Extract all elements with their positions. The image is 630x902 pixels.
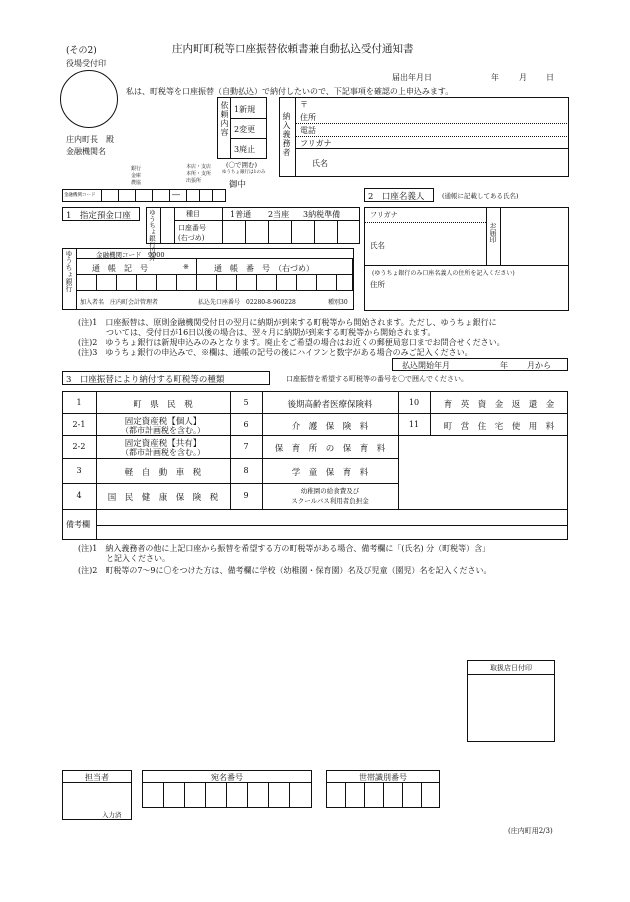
tax-no-6[interactable]: 6 [243,420,249,429]
tax-name-6: 介 護 保 険 料 [291,422,369,432]
request-option-change[interactable]: 2変更 [234,125,256,134]
request-option-cancel[interactable]: 3廃止 [234,145,256,154]
start-year: 年 [500,361,508,370]
entered-label: 入力済 [102,811,122,819]
note-bottom-1: (注)1 納入義務者の他に上記口座から振替を希望する方の町税等がある場合、備考欄に「(氏名) 分（町税等）含」 [78,544,491,553]
seal-label: お届印 [489,222,497,243]
taxpayer-label: 納入義務者 [282,112,291,157]
tax-no-2-1[interactable]: 2-1 [72,420,86,429]
holder-address-note: (ゆうちょ銀行のみ口座名義人の住所を記入ください) [372,270,515,277]
section1-title: 1 指定預金口座 [66,211,131,221]
request-option-new[interactable]: 1新規 [234,105,256,114]
start-from: 月から [527,361,551,370]
address-number-label: 宛名番号 [211,773,243,782]
section3-note: 口座振替を希望する町税等の番号を〇で囲んでください。 [286,375,468,383]
kind-tax-reserve[interactable]: 3納税準備 [303,210,341,219]
tax-name-3: 軽 自 動 車 税 [124,468,202,478]
account-type: 種別30 [328,299,348,306]
form-title: 庄内町町税等口座振替依頼書兼自動払込受付通知書 [172,43,414,55]
intro-text: 私は、町税等を口座振替（自動払込）で納付したいので、下記事項を確認の上申込みます。 [126,87,454,96]
holder-address-label: 住所 [370,280,385,289]
account-number-label: 口座番号 [178,224,206,232]
form-part: (その2) [66,46,97,56]
phone-label: 電話 [300,126,316,135]
remarks-input[interactable] [100,513,560,537]
asterisk-mark: ※ [183,263,189,271]
address-label: 住所 [300,113,316,122]
onchu-label: 御中 [229,180,247,190]
note-top-3: (注)3 ゆうちょ銀行の申込みで、※欄は、通帳の記号の後にハイフンと数字がある場合のみご記入ください。 [78,348,473,357]
holder-furigana-label: フリガナ [370,211,398,219]
pay-to-account: 払込先口座番号 02280-8-960228 [198,299,296,306]
household-number-label: 世帯識別番号 [359,773,407,782]
tax-no-7[interactable]: 7 [243,442,249,451]
tax-name-2-2: 固定資産税【共有】 [124,439,202,449]
start-month-label: 払込開始年月 [402,361,450,370]
passbook-number-label: 通 帳 番 号 （右づめ） [214,264,314,273]
tax-no-1[interactable]: 1 [76,398,82,407]
office-stamp-circle [60,70,118,128]
postal-mark: 〒 [300,100,308,109]
office-stamp-label: 役場受付印 [66,59,106,68]
tax-no-8[interactable]: 8 [243,466,249,475]
section3-title: 3 口座振替により納付する町税等の種類 [66,375,225,385]
tax-name-5: 後期高齢者医療保険料 [287,400,373,410]
tax-name-8: 学 童 保 育 料 [291,468,369,478]
member-name: 加入者名 庄内町会計管理者 [80,299,159,306]
bank-code-label: 金融機関コード [64,193,96,198]
handling-stamp-label: 取扱店日付印 [490,664,532,672]
furigana-label: フリガナ [300,139,332,148]
tax-no-11[interactable]: 11 [408,420,420,429]
bank-name-label: 金融機関名 [66,147,106,156]
circle-note: (〇で囲む) [226,161,258,169]
tax-name-2-1: 固定資産税【個人】 [124,417,202,427]
holder-note: (通帳に記載してある氏名) [442,192,519,200]
bank-kinds: 銀行 金庫 農協 [131,166,142,186]
yucho-label: ゆうちょ銀行 [65,250,73,292]
tax-no-4[interactable]: 4 [76,491,82,500]
tax-name-7: 保 育 所 の 保 育 料 [274,444,386,454]
tax-no-2-2[interactable]: 2-2 [72,442,86,451]
remarks-label: 備考欄 [66,520,90,529]
note-bottom-2: (注)2 町税等の7～9に〇をつけた方は、備考欄に学校（幼稚園・保育園）名及び児童（園児）名を記入ください。 [78,566,492,575]
date-label: 届出年月日 [392,73,432,82]
kind-label: 種目 [186,210,200,218]
note-bottom-1b: と記入ください。 [106,554,170,563]
section2-title: 2 口座名義人 [368,192,425,202]
note-top-1: (注)1 口座振替は、原則金融機関受付日の翌月に納期が到来する町税等から開始されます。ただし、ゆうちょ銀行に [78,318,497,327]
form-id: (庄内町用2/3) [508,827,553,835]
outside-yucho-label: ゆうちょ銀行以外 [148,209,156,261]
date-day: 日 [546,73,554,82]
note-top-2: (注)2 ゆうちょ銀行は新規申込みのみとなります。廃止をご希望の場合はお近くの郵便局窓口までお問合せください。 [78,338,505,347]
passbook-symbol-label: 通 帳 記 号 [92,264,148,273]
taxpayer-name-label: 氏名 [312,159,328,168]
request-label: 依頼内容 [220,101,229,137]
tax-sub-9: スクールバス利用者負担金 [291,497,369,505]
tax-name-11: 町 営 住 宅 使 用 料 [443,422,555,432]
yucho-only-note: ゆうちょ銀行は1のみ [222,170,266,175]
tax-name-10: 育 英 資 金 返 還 金 [443,400,555,410]
branch-kinds: 本店・支店 本所・支所 出張所 [186,164,212,184]
tax-no-3[interactable]: 3 [76,466,82,475]
date-year: 年 [491,73,499,82]
tax-no-10[interactable]: 10 [408,398,420,407]
mayor-label: 庄内町長 殿 [66,135,114,144]
note-top-1b: ついては、受付日が16日以後の場合は、翌々月に納期が到来する町税等から開始されます。 [106,328,436,337]
tax-sub-2-2: （都市計画税を含む。） [121,448,205,457]
tax-name-4: 国 民 健 康 保 険 税 [107,493,219,503]
kind-current[interactable]: 2当座 [268,210,290,219]
tax-name-9: 幼稚園の給食費及び [300,487,360,495]
kind-ordinary[interactable]: 1普通 [230,210,252,219]
tax-no-5[interactable]: 5 [243,398,249,407]
staff-label: 担当者 [85,773,109,782]
holder-name-label: 氏名 [370,241,385,250]
date-month: 月 [519,73,527,82]
right-align-note: (右づめ) [178,234,205,242]
tax-name-1: 町 県 民 税 [133,400,193,410]
yucho-bank-code: 金融機関コード 9900 [96,251,165,259]
tax-sub-2-1: （都市計画税を含む。） [121,426,205,435]
tax-no-9[interactable]: 9 [243,491,249,500]
